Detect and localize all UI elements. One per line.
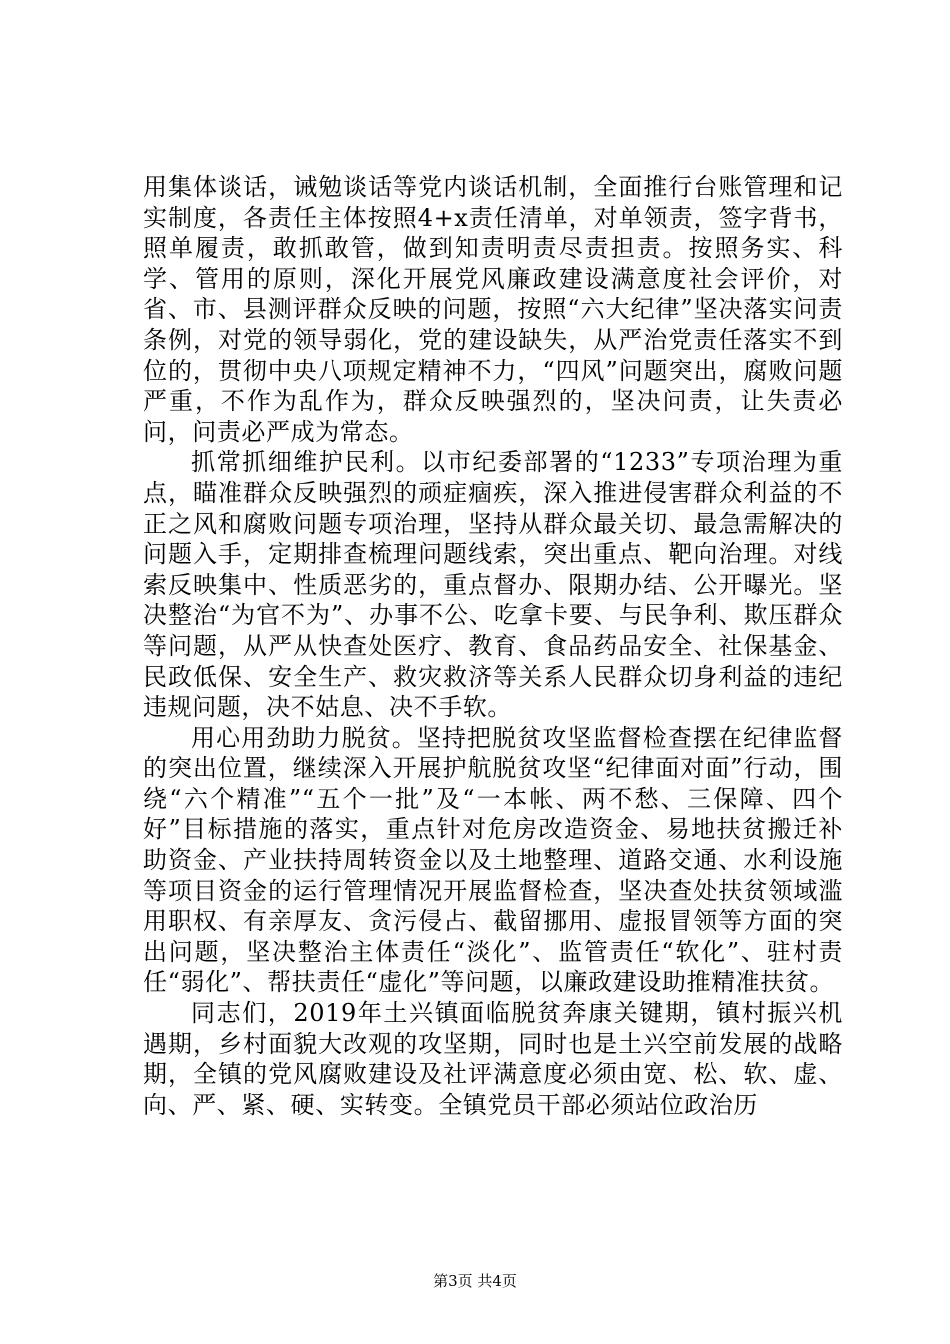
paragraph-protect-people-interests: 抓常抓细维护民利。以市纪委部署的“1233”专项治理为重点，瞄准群众反映强烈的顽症痼疾，深入推进侵害群众利益的不正之风和腐败问题专项治理，坚持从群众最关切、最急需解决的问题入手，定期排查梳理问题线索，突出重点、靶向治理。对线索反映集中、性质恶劣的，重点督办、限期办结、公开曝光。坚决整治“为官不为”、办事不公、吃拿卡要、与民争利、欺压群众等问题，从严从快查处医疗、教育、食品药品安全、社保基金、民政低保、安全生产、救灾救济等关系人民群众切身利益的违纪违规问题，决不姑息、决不手软。: [143, 448, 843, 722]
document-body: [143, 172, 843, 1120]
paragraph-poverty-alleviation: 用心用劲助力脱贫。坚持把脱贫攻坚监督检查摆在纪律监督的突出位置，继续深入开展护航脱贫攻坚“纪律面对面”行动，围绕“六个精准”“五个一批”及“一本帐、两不愁、三保障、四个好”目标措施的落实，重点针对危房改造资金、易地扶贫搬迁补助资金、产业扶持周转资金以及土地整理、道路交通、水利设施等项目资金的运行管理情况开展监督检查，坚决查处扶贫领域滥用职权、有亲厚友、贪污侵占、截留挪用、虚报冒领等方面的突出问题，坚决整治主体责任“淡化”、监管责任“软化”、驻村责任“弱化”、帮扶责任“虚化”等问题，以廉政建设助推精准扶贫。: [143, 723, 843, 997]
paragraph-closing-remarks: 同志们，2019年土兴镇面临脱贫奔康关键期，镇村振兴机遇期，乡村面貌大改观的攻坚期，同时也是土兴空前发展的战略期，全镇的党风腐败建设及社评满意度必须由宽、松、软、虚、向、严、紧、硬、实转变。全镇党员干部必须站位政治历: [143, 999, 843, 1119]
paragraph-accountability: 用集体谈话，诫勉谈话等党内谈话机制，全面推行台账管理和记实制度，各责任主体按照4+x责任清单，对单领责，签字背书，照单履责，敢抓敢管，做到知责明责尽责担责。按照务实、科学、管用的原则，深化开展党风廉政建设满意度社会评价，对省、市、县测评群众反映的问题，按照“六大纪律”坚决落实问责条例，对党的领导弱化，党的建设缺失，从严治党责任落实不到位的，贯彻中央八项规定精神不力，“四风”问题突出，腐败问题严重，不作为乱作为，群众反映强烈的，坚决问责，让失责必问，问责必严成为常态。: [143, 173, 843, 446]
page-number-footer: 第3页 共4页: [433, 1272, 517, 1290]
